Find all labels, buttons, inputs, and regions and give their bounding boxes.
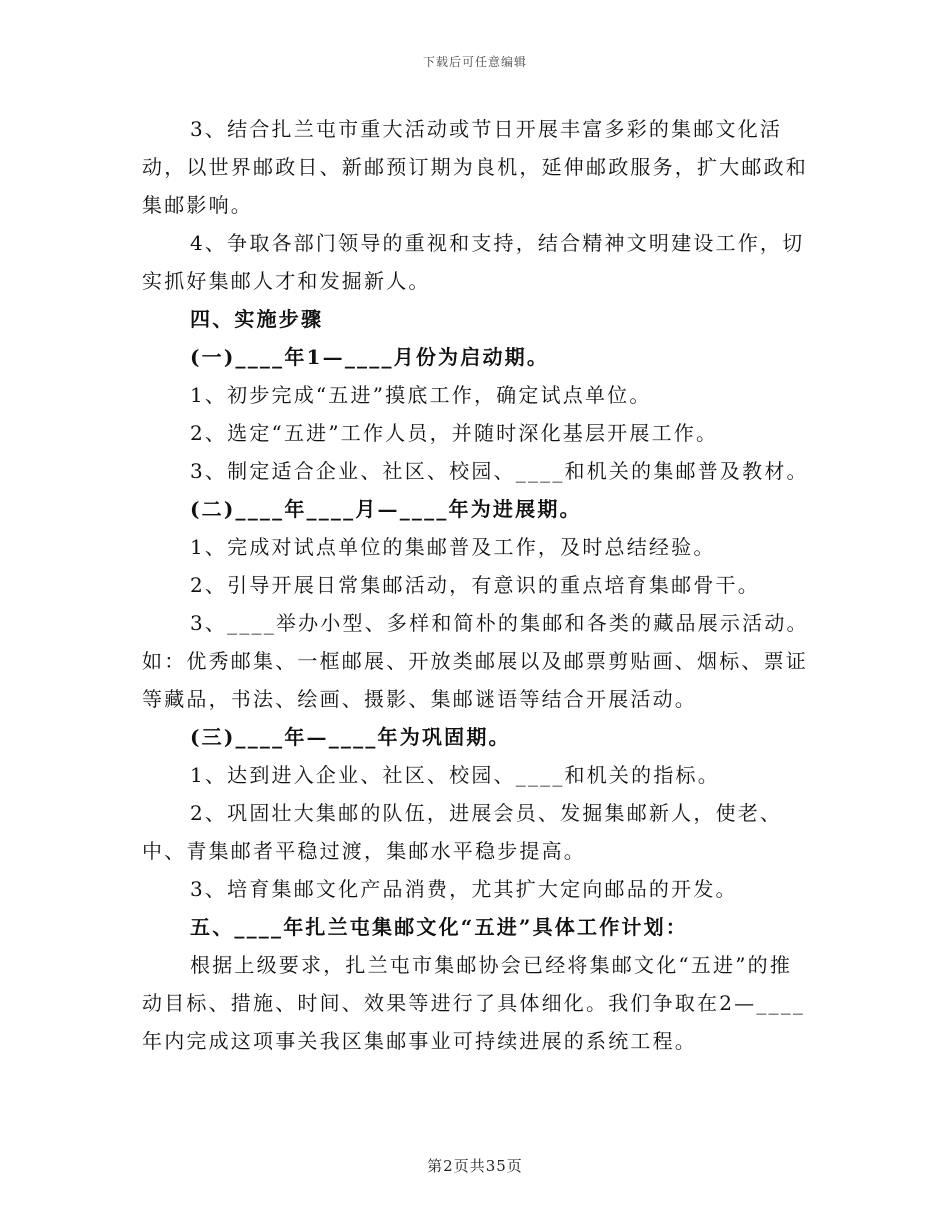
paragraph-item-3-activities: 3、结合扎兰屯市重大活动或节日开展丰富多彩的集邮文化活动，以世界邮政日、新邮预订期为良机，延伸邮政服务，扩大邮政和集邮影响。 — [142, 117, 808, 217]
list-item: 2、选定“五进”工作人员，并随时深化基层开展工作。 — [190, 421, 719, 445]
list-item: 3、培育集邮文化产品消费，尤其扩大定向邮品的开发。 — [190, 877, 738, 901]
list-item: 1、完成对试点单位的集邮普及工作，及时总结经验。 — [190, 535, 716, 559]
phase-heading-startup: (一)____年1—____月份为启动期。 — [190, 345, 550, 369]
header-note: 下载后可任意编辑 — [422, 55, 527, 69]
phase-heading-progress: (二)____年____月—____年为进展期。 — [190, 497, 582, 521]
list-item: 2、引导开展日常集邮活动，有意识的重点培育集邮骨干。 — [190, 573, 760, 597]
section-heading-work-plan: 五、____年扎兰屯集邮文化“五进”具体工作计划： — [190, 915, 689, 939]
phase-heading-consolidation: (三)____年—____年为巩固期。 — [190, 725, 511, 749]
document-body — [142, 110, 812, 1060]
page-number: 第2页共35页 — [427, 1157, 523, 1175]
section-heading-implementation-steps: 四、实施步骤 — [190, 307, 324, 331]
list-item: 3、制定适合企业、社区、校园、____和机关的集邮普及教材。 — [190, 459, 809, 483]
list-item: 3、____举办小型、多样和简朴的集邮和各类的藏品展示活动。如：优秀邮集、一框邮展、开放类邮展以及邮票剪贴画、烟标、票证等藏品，书法、绘画、摄影、集邮谜语等结合开展活动。 — [142, 611, 809, 711]
list-item: 1、初步完成“五进”摸底工作，确定试点单位。 — [190, 383, 652, 407]
paragraph-work-plan-body: 根据上级要求，扎兰屯市集邮协会已经将集邮文化“五进”的推动目标、措施、时间、效果等进行了具体细化。我们争取在2—____年内完成这项事关我区集邮事业可持续进展的系统工程。 — [142, 953, 806, 1053]
list-item: 2、巩固壮大集邮的队伍，进展会员、发掘集邮新人，使老、中、青集邮者平稳过渡，集邮水平稳步提高。 — [142, 801, 783, 863]
paragraph-item-4-leadership: 4、争取各部门领导的重视和支持，结合精神文明建设工作，切实抓好集邮人才和发掘新人。 — [142, 231, 805, 293]
list-item: 1、达到进入企业、社区、校园、____和机关的指标。 — [190, 763, 720, 787]
